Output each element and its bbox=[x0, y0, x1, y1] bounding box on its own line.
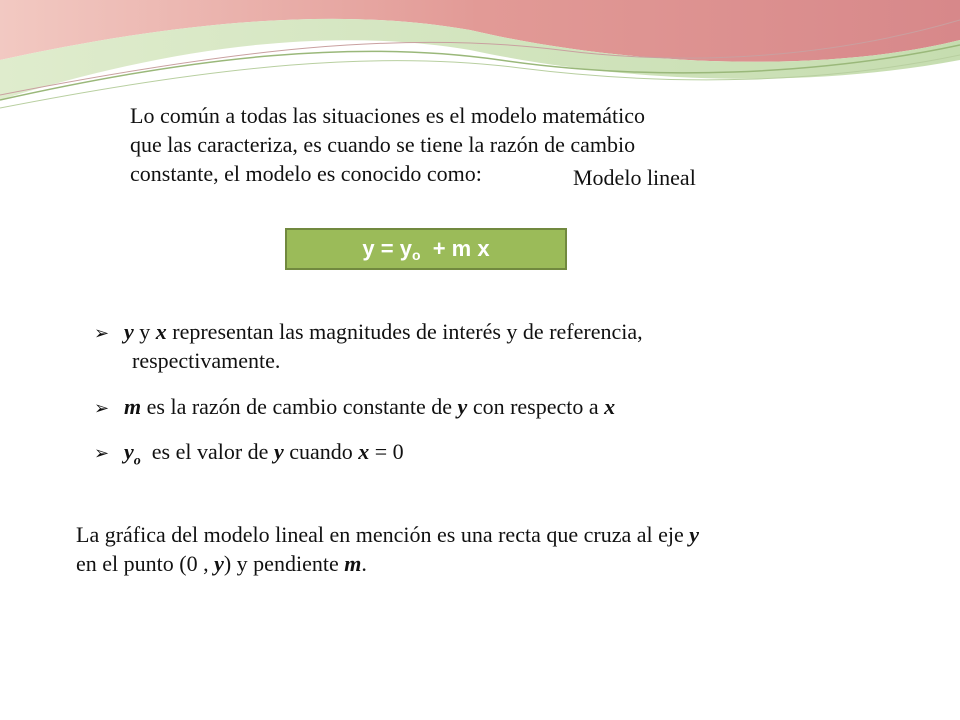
var-y: y bbox=[273, 439, 284, 464]
subscript-o: o bbox=[133, 453, 141, 469]
graph-note-text-b: en el punto (0 , bbox=[76, 551, 215, 576]
intro-line-2: que las caracteriza, es cuando se tiene la razón de cambio bbox=[130, 132, 636, 157]
bullet-arrow-icon: ➢ bbox=[94, 443, 110, 464]
bullet-1 bbox=[94, 317, 643, 348]
bullet-arrow-icon: ➢ bbox=[94, 323, 110, 344]
var-m: m bbox=[344, 551, 362, 576]
bullet-3-text-c: = 0 bbox=[369, 439, 404, 464]
bullet-2-text-a: es la razón de cambio constante de bbox=[141, 394, 458, 419]
graph-note-text-d: . bbox=[361, 551, 367, 576]
bullet-3 bbox=[94, 437, 404, 475]
formula-box bbox=[285, 228, 567, 270]
var-y: y bbox=[124, 439, 134, 464]
bullet-2 bbox=[94, 392, 615, 423]
bullet-1-text-a: y bbox=[133, 319, 156, 344]
model-name: Modelo lineal bbox=[573, 165, 696, 190]
formula-subscript: o bbox=[411, 247, 421, 263]
intro-line-1: Lo común a todas las situaciones es el modelo matemático bbox=[130, 103, 646, 128]
graph-note-line-1 bbox=[76, 520, 699, 549]
graph-note-paragraph bbox=[76, 520, 699, 578]
var-x: x bbox=[155, 319, 167, 344]
bullet-arrow-icon: ➢ bbox=[94, 398, 110, 419]
graph-note-text-a: La gráfica del modelo lineal en mención es una recta que cruza al eje bbox=[76, 522, 690, 547]
bullet-1-continuation: respectivamente. bbox=[132, 348, 281, 373]
formula-lhs: y = y bbox=[362, 236, 412, 261]
var-y: y bbox=[689, 522, 700, 547]
intro-paragraph bbox=[130, 101, 645, 188]
bullet-2-text-b: con respecto a bbox=[467, 394, 605, 419]
var-y: y bbox=[457, 394, 468, 419]
var-y: y bbox=[214, 551, 224, 576]
var-x: x bbox=[358, 439, 370, 464]
var-m: m bbox=[124, 394, 142, 419]
bullet-3-text-a: es el valor de bbox=[140, 439, 274, 464]
graph-note-line-2 bbox=[76, 549, 699, 578]
var-y: y bbox=[124, 319, 134, 344]
formula-rhs: + m x bbox=[420, 236, 490, 261]
var-x: x bbox=[604, 394, 616, 419]
bullet-1-text-b: representan las magnitudes de interés y de referencia, bbox=[166, 319, 643, 344]
intro-line-3: constante, el modelo es conocido como: bbox=[130, 161, 482, 186]
var-y-o bbox=[124, 439, 141, 469]
bullet-3-text-b: cuando bbox=[283, 439, 359, 464]
graph-note-text-c: ) y pendiente bbox=[223, 551, 345, 576]
